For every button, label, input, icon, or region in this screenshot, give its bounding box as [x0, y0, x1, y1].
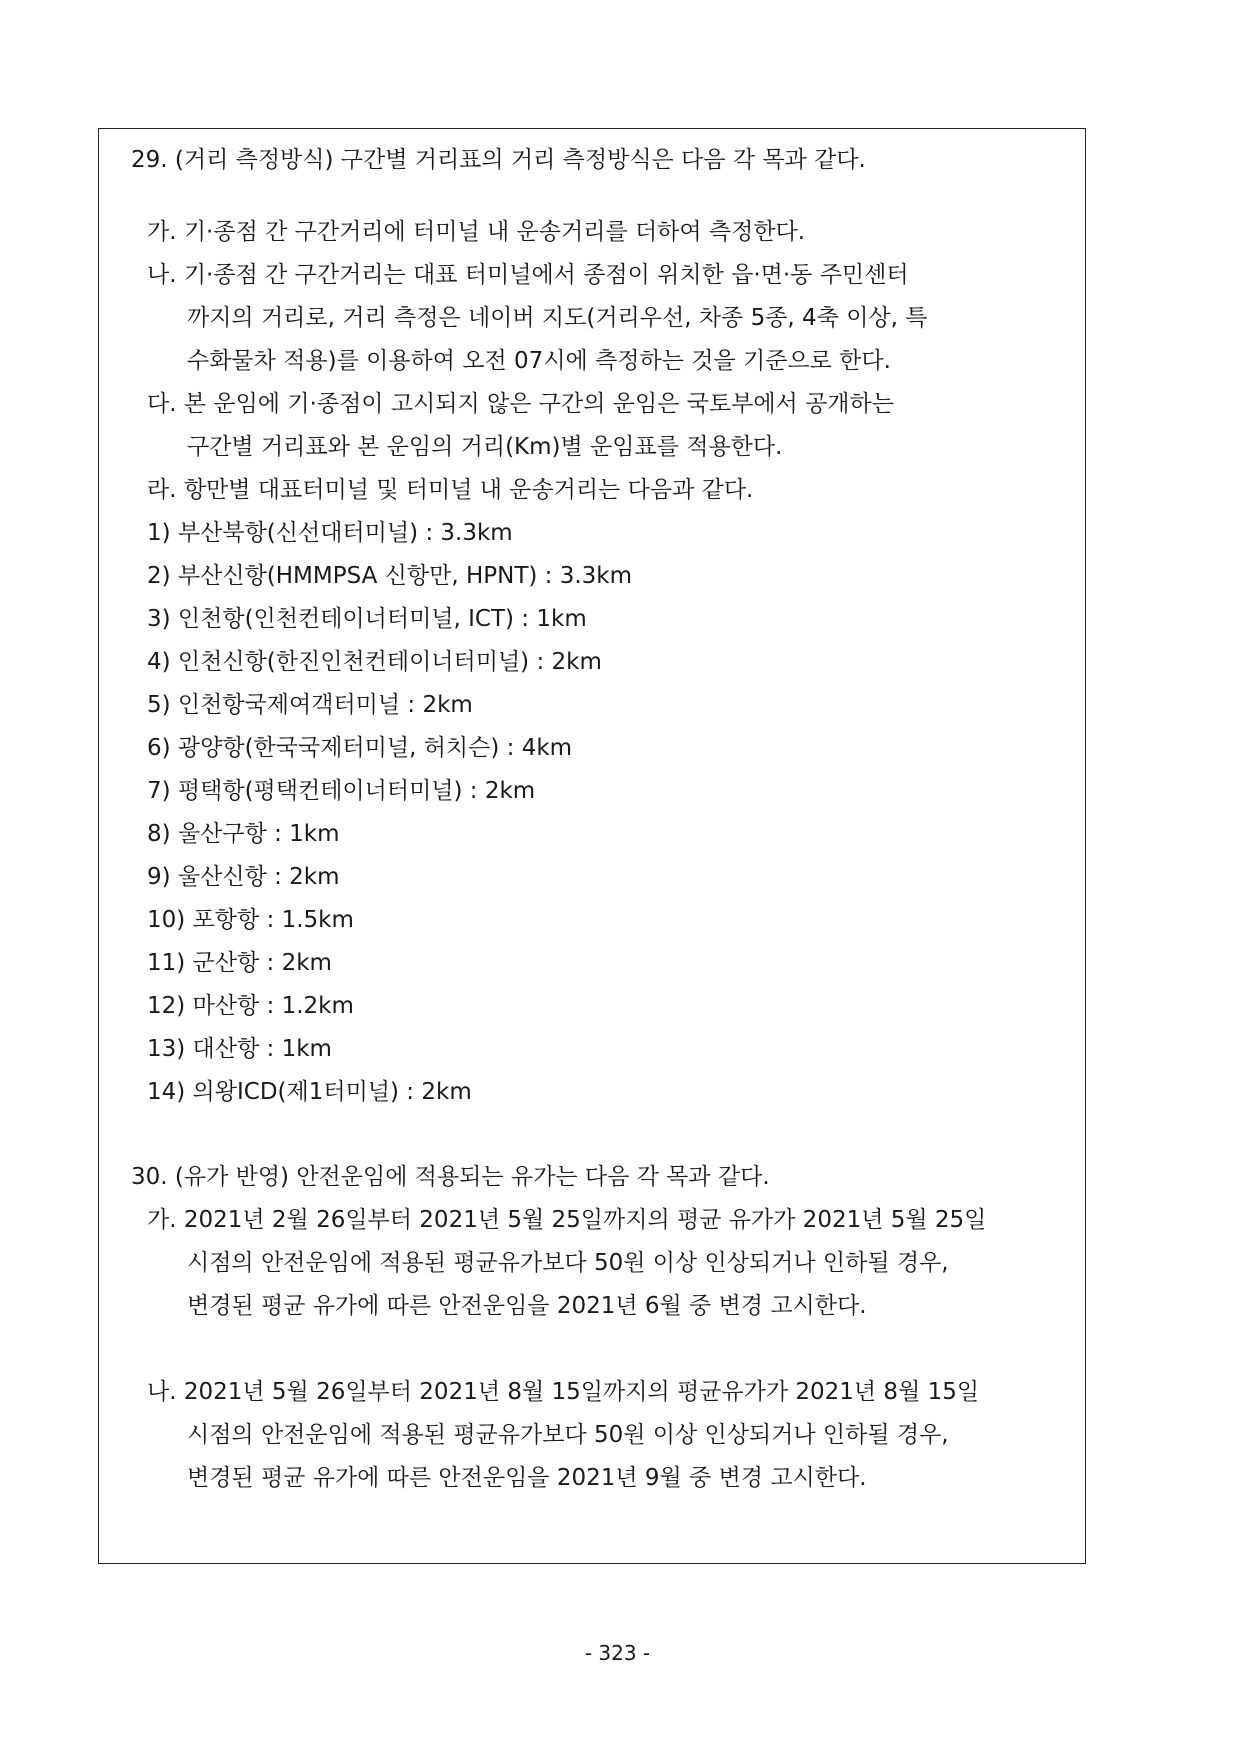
- port-item: 6) 광양항(한국국제터미널, 허치슨) : 4km: [147, 735, 573, 761]
- section-29-title: 29. (거리 측정방식) 구간별 거리표의 거리 측정방식은 다음 각 목과 같다.: [131, 147, 866, 173]
- content-frame: [98, 128, 1086, 1564]
- port-item: 7) 평택항(평택컨테이너터미널) : 2km: [147, 778, 536, 804]
- section-29-item-ra: 라. 항만별 대표터미널 및 터미널 내 운송거리는 다음과 같다.: [147, 477, 754, 503]
- port-item: 5) 인천항국제여객터미널 : 2km: [147, 692, 473, 718]
- section-30-item-ga-line1: 가. 2021년 2월 26일부터 2021년 5월 25일까지의 평균 유가가 2021년 5월 25일: [147, 1207, 987, 1233]
- port-item: 10) 포항항 : 1.5km: [147, 907, 354, 933]
- port-item: 14) 의왕ICD(제1터미널) : 2km: [147, 1079, 472, 1105]
- port-item: 3) 인천항(인천컨테이너터미널, ICT) : 1km: [147, 606, 587, 632]
- section-30-item-na-line2: 시점의 안전운임에 적용된 평균유가보다 50원 이상 인상되거나 인하될 경우,: [187, 1422, 949, 1448]
- section-29-item-na-line2: 까지의 거리로, 거리 측정은 네이버 지도(거리우선, 차종 5종, 4축 이상, 특: [187, 305, 928, 331]
- port-item: 2) 부산신항(HMMPSA 신항만, HPNT) : 3.3km: [147, 563, 633, 589]
- port-item: 9) 울산신항 : 2km: [147, 864, 340, 890]
- section-29-item-da-line1: 다. 본 운임에 기·종점이 고시되지 않은 구간의 운임은 국토부에서 공개하는: [147, 391, 894, 417]
- section-30-item-ga-line3: 변경된 평균 유가에 따른 안전운임을 2021년 6월 중 변경 고시한다.: [187, 1293, 867, 1319]
- section-29-item-na-line3: 수화물차 적용)를 이용하여 오전 07시에 측정하는 것을 기준으로 한다.: [187, 348, 891, 374]
- port-item: 4) 인천신항(한진인천컨테이너터미널) : 2km: [147, 649, 602, 675]
- section-29-item-ga: 가. 기·종점 간 구간거리에 터미널 내 운송거리를 더하여 측정한다.: [147, 219, 806, 245]
- port-item: 11) 군산항 : 2km: [147, 950, 332, 976]
- port-item: 12) 마산항 : 1.2km: [147, 993, 354, 1019]
- port-item: 13) 대산항 : 1km: [147, 1036, 332, 1062]
- section-30-item-na-line1: 나. 2021년 5월 26일부터 2021년 8월 15일까지의 평균유가가 2021년 8월 15일: [147, 1379, 980, 1405]
- page-number: - 323 -: [584, 1641, 651, 1665]
- section-30-item-na-line3: 변경된 평균 유가에 따른 안전운임을 2021년 9월 중 변경 고시한다.: [187, 1465, 867, 1491]
- port-item: 1) 부산북항(신선대터미널) : 3.3km: [147, 520, 513, 546]
- section-30-item-ga-line2: 시점의 안전운임에 적용된 평균유가보다 50원 이상 인상되거나 인하될 경우,: [187, 1250, 949, 1276]
- port-item: 8) 울산구항 : 1km: [147, 821, 340, 847]
- section-29-item-da-line2: 구간별 거리표와 본 운임의 거리(Km)별 운임표를 적용한다.: [187, 434, 783, 460]
- section-30-title: 30. (유가 반영) 안전운임에 적용되는 유가는 다음 각 목과 같다.: [131, 1164, 770, 1190]
- section-29-item-na-line1: 나. 기·종점 간 구간거리는 대표 터미널에서 종점이 위치한 읍·면·동 주민센터: [147, 262, 909, 288]
